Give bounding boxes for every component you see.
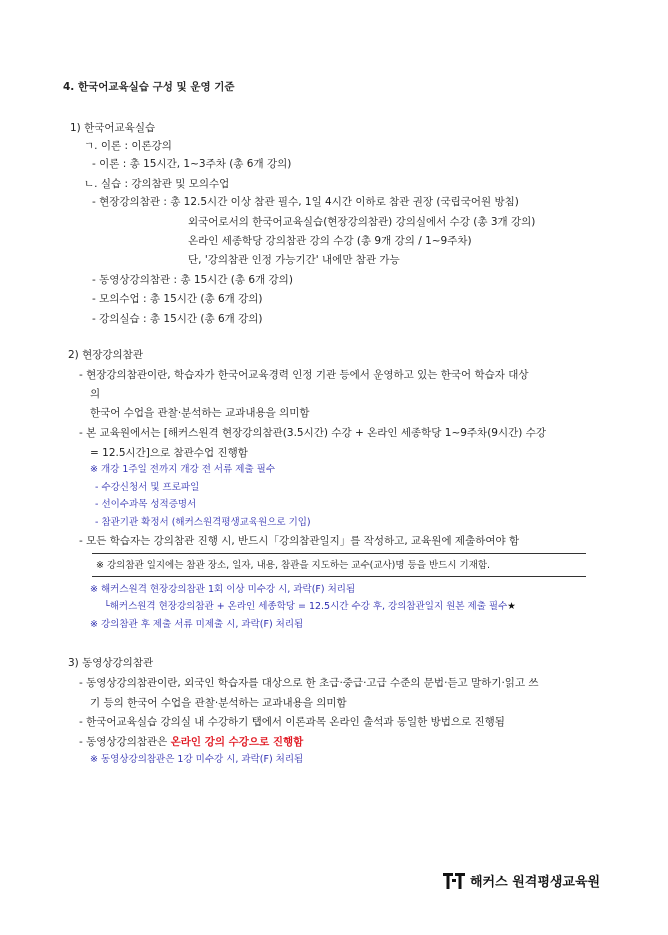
video-line: - 동영상강의참관 : 총 15시간 (총 6개 강의)	[92, 274, 293, 286]
onsite-line-3: 온라인 세종학당 강의참관 강의 수강 (총 9개 강의 / 1~9주차)	[188, 235, 472, 247]
boxed-note: ※ 강의참관 일지에는 참관 장소, 일자, 내용, 참관을 지도하는 교수(교사)명 등을 반드시 기재함.	[96, 560, 491, 571]
s2-para3: - 모든 학습자는 강의참관 진행 시, 반드시「강의참관일지」를 작성하고, 교육원에 제출하여야 함	[79, 535, 520, 547]
hackers-logo	[443, 871, 600, 890]
lecture-line: - 강의실습 : 총 15시간 (총 6개 강의)	[92, 313, 263, 325]
s2-para2-line2: = 12.5시간]으로 참관수업 진행함	[90, 447, 248, 459]
onsite-line: - 현장강의참관 : 총 12.5시간 이상 참관 필수, 1일 4시간 이하로 참관 권장 (국립국어원 방침)	[92, 196, 519, 208]
s3-para1-line2: 기 등의 한국어 수업을 관찰·분석하는 교과내용을 의미함	[90, 697, 347, 709]
note-fail-docs: ※ 강의참관 후 제출 서류 미제출 시, 과락(F) 처리됨	[90, 619, 304, 630]
theory-detail: - 이론 : 총 15시간, 1~3주차 (총 6개 강의)	[92, 158, 292, 170]
note-doc-item: - 수강신청서 및 프로파일	[95, 482, 200, 493]
onsite-line-4: 단, '강의참관 인정 가능기간' 내에만 참관 가능	[188, 254, 400, 266]
star-icon: ★	[507, 601, 516, 612]
s3-para1-line1: - 동영상강의참관이란, 외국인 학습자를 대상으로 한 초급·중급·고급 수준의 문법·듣고 말하기·읽고 쓰	[79, 677, 539, 689]
practice-line: ㄴ. 실습 : 강의참관 및 모의수업	[84, 178, 230, 190]
emphasis-text: 온라인 강의 수강으로 진행함	[170, 736, 304, 748]
onsite-line-2: 외국어로서의 한국어교육실습(현장강의참관) 강의실에서 수강 (총 3개 강의)	[188, 216, 536, 228]
note-fail-video: ※ 동영상강의참관은 1강 미수강 시, 과락(F) 처리됨	[90, 754, 304, 765]
subsection-title-1: 1) 한국어교육실습	[70, 122, 156, 134]
note-docs-deadline: ※ 개강 1주일 전까지 개강 전 서류 제출 필수	[90, 464, 275, 475]
hackers-logo-icon	[443, 873, 465, 889]
note-doc-item: - 선이수과목 성적증명서	[95, 499, 197, 510]
s2-para1-line2: 의	[90, 388, 101, 400]
note-fail-onsite-detail: └해커스원격 현장강의참관 + 온라인 세종학당 = 12.5시간 수강 후, 강의참관일지 원본 제출 필수★	[104, 601, 516, 612]
s2-para2-line1: - 본 교육원에서는 [해커스원격 현장강의참관(3.5시간) 수강 + 온라인 세종학당 1~9주차(9시간) 수강	[79, 427, 546, 439]
section-heading: 4. 한국어교육실습 구성 및 운영 기준	[63, 81, 235, 93]
s2-para1-line3: 한국어 수업을 관찰·분석하는 교과내용을 의미함	[90, 407, 310, 419]
subsection-title-3: 3) 동영상강의참관	[68, 657, 154, 669]
subsection-title-2: 2) 현장강의참관	[68, 349, 143, 361]
divider-top	[92, 553, 586, 554]
s3-para3: - 동영상강의참관은 온라인 강의 수강으로 진행함	[79, 736, 304, 748]
s2-para1-line1: - 현장강의참관이란, 학습자가 한국어교육경력 인정 기관 등에서 운영하고 있는 한국어 학습자 대상	[79, 369, 529, 381]
note-doc-item: - 참관기관 확정서 (해커스원격평생교육원으로 기입)	[95, 517, 311, 528]
theory-line: ㄱ. 이론 : 이론강의	[84, 140, 172, 152]
note-fail-onsite: ※ 해커스원격 현장강의참관 1회 이상 미수강 시, 과락(F) 처리됨	[90, 584, 356, 595]
logo-text: 해커스 원격평생교육원	[470, 875, 601, 890]
mock-line: - 모의수업 : 총 15시간 (총 6개 강의)	[92, 293, 263, 305]
s3-para2: - 한국어교육실습 강의실 내 수강하기 탭에서 이론과목 온라인 출석과 동일한 방법으로 진행됨	[79, 716, 505, 728]
divider-bottom	[92, 576, 586, 577]
